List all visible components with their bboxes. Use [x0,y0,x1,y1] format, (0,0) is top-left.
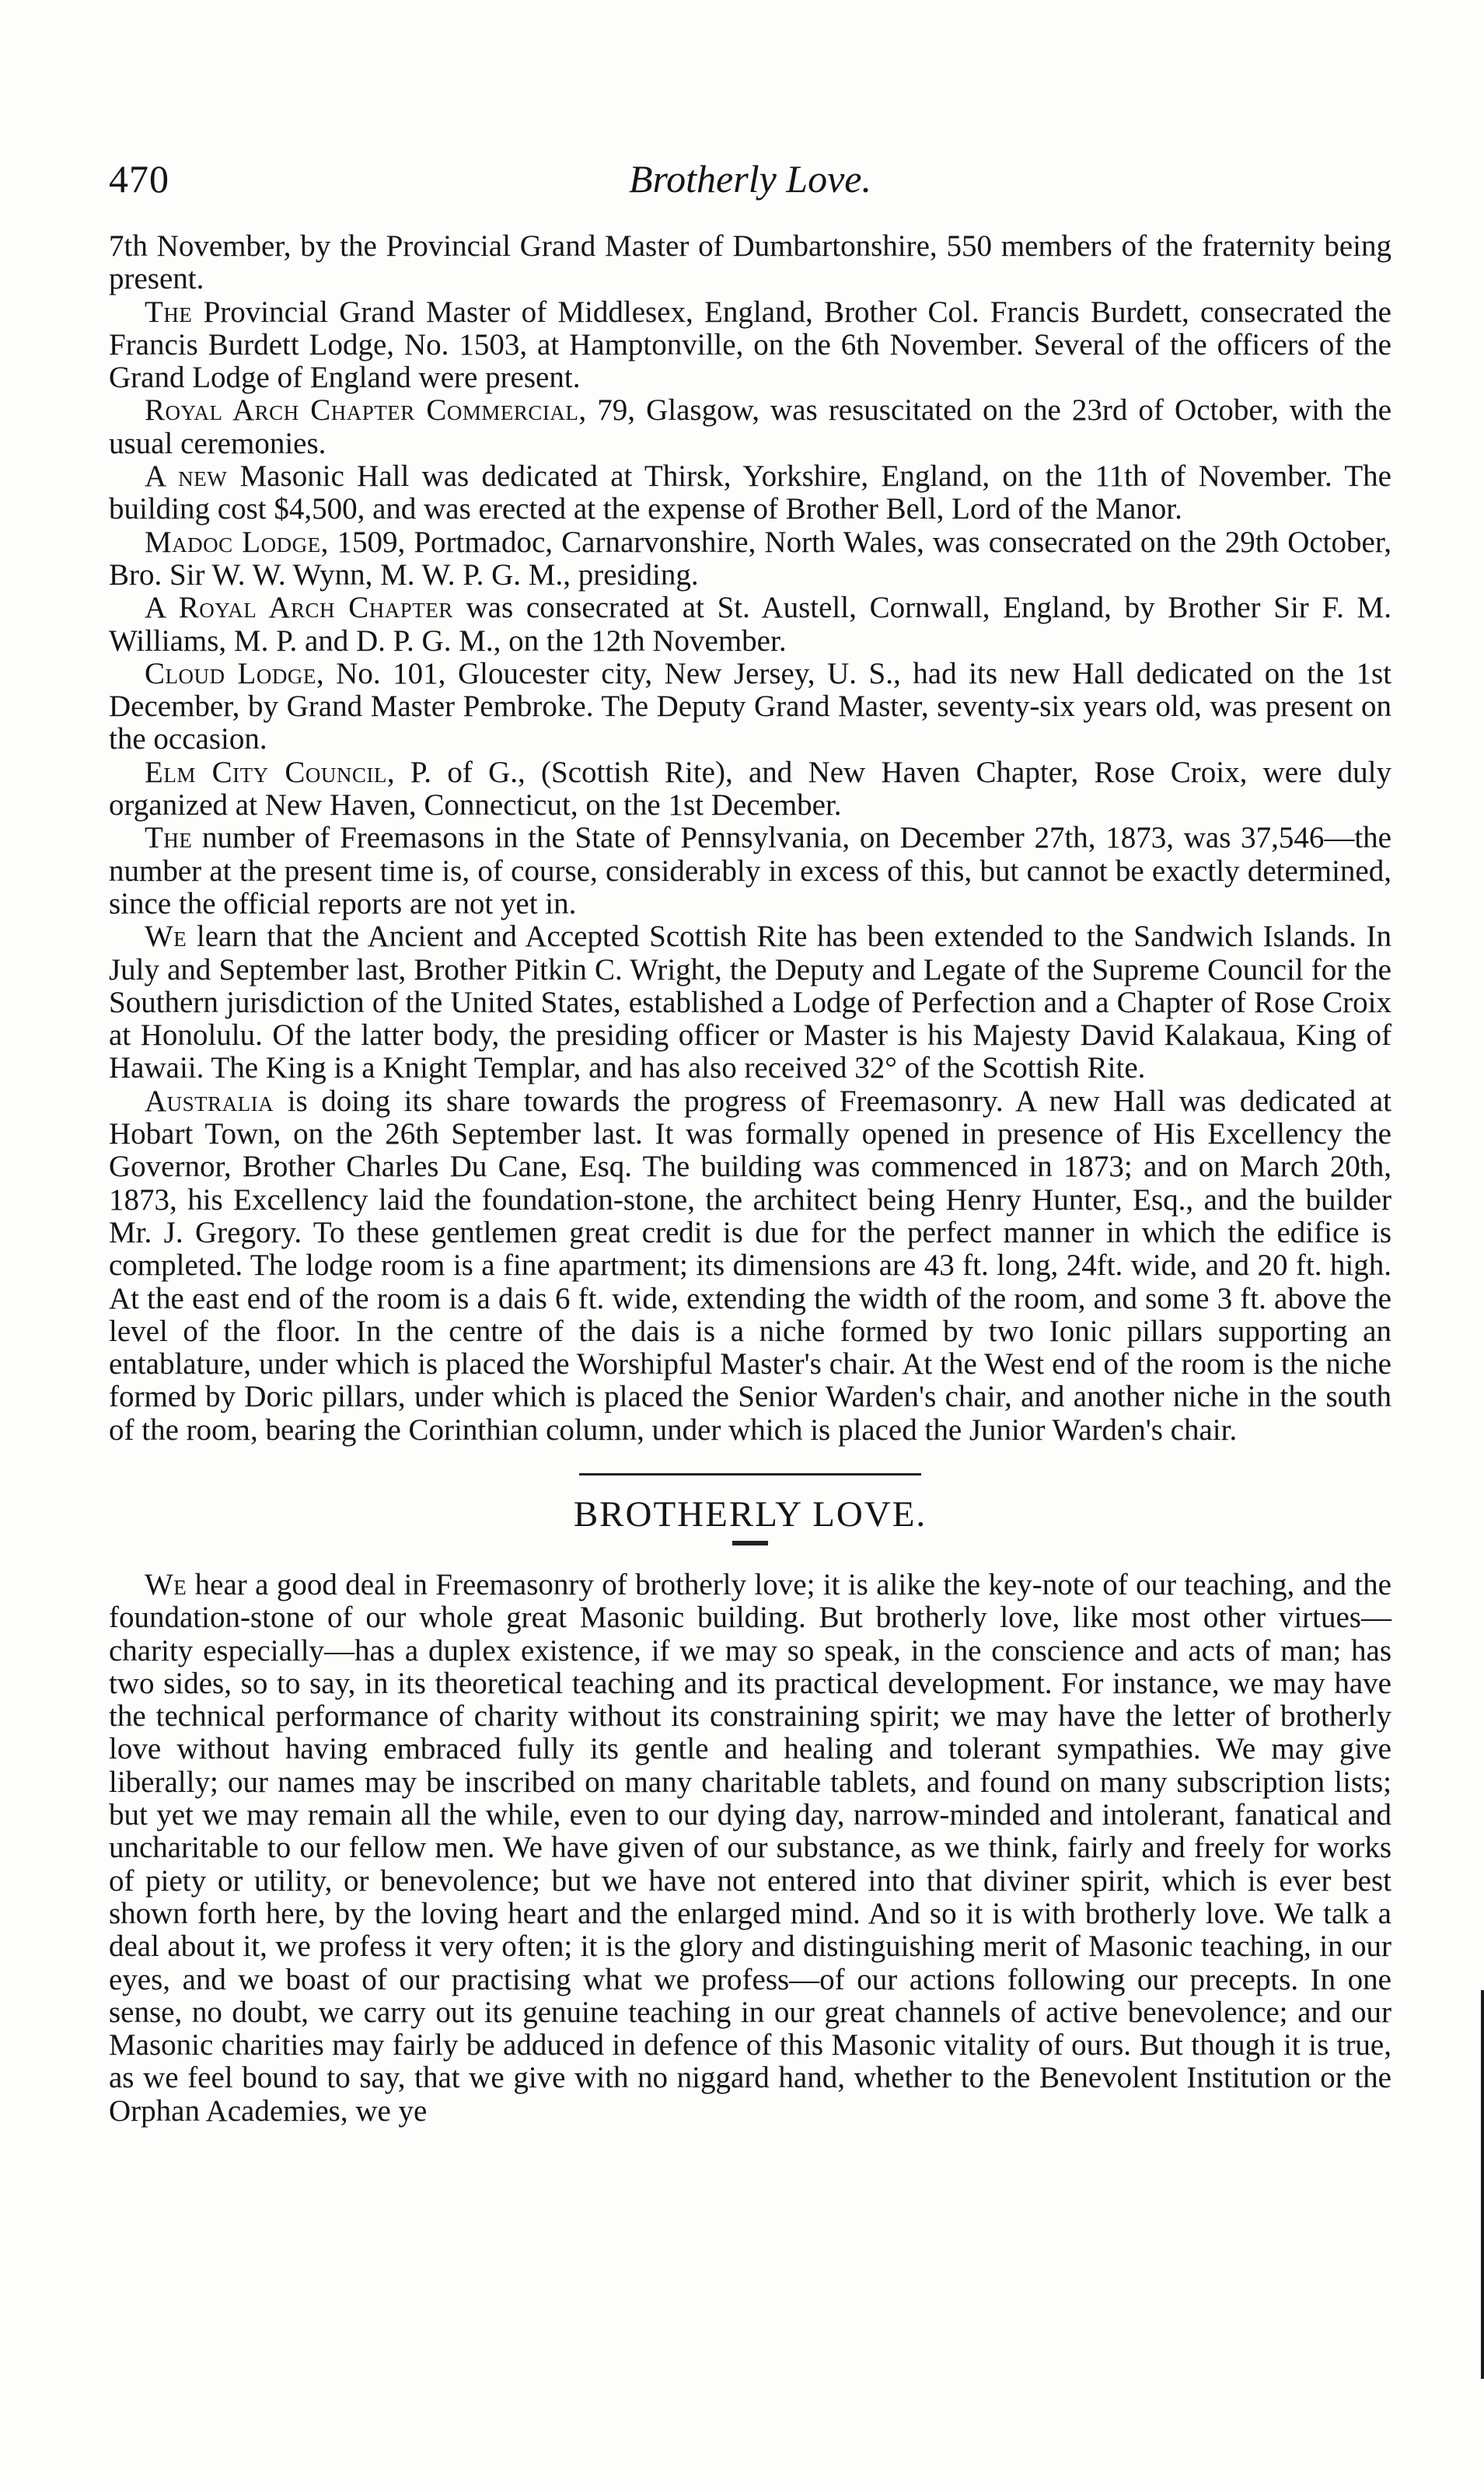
paragraph-lead: Royal Arch Chapter Commercial [145,393,579,428]
section-heading: BROTHERLY LOVE. [573,1493,927,1535]
paragraph-text: number of Freemasons in the State of Pennsylvania, on December 27th, 1873, was 37,546—the number at the present time is, of course, considerably in excess of this, but cannot be exactly determined, since the official reports are not yet in. [109,821,1391,920]
paragraph-text: 7th November, by the Provincial Grand Master of Dumbartonshire, 550 members of the fraternity being present. [109,229,1391,296]
essay-paragraph [109,1569,1391,2128]
paragraph-lead: We [145,920,187,954]
paragraph-text: Provincial Grand Master of Middlesex, England, Brother Col. Francis Burdett, consecrated the Francis Burdett Lodge, No. 1503, at Hamptonville, on the 6th November. Several of the officers of the Grand Lodge of England were present. [109,295,1391,395]
paragraph-lead: Cloud Lodge [145,656,316,690]
paragraph-text: , 1509, Portmadoc, Carnarvonshire, North Wales, was consecrated on the 29th October, Bro. Sir W. W. Wynn, M. W. P. G. M., presiding. [109,525,1392,592]
running-title: Brotherly Love. [629,157,871,201]
news-paragraph [109,822,1391,920]
page-header [109,155,1391,218]
section-divider [579,1473,921,1475]
news-paragraph [109,526,1391,592]
paragraph-text: is doing its share towards the progress of Freemasonry. A new Hall was dedicated at Hobart Town, on the 26th September last. It was formally opened in presence of His Excellency the Governor, Brother Charles Du Cane, Esq. The building was commenced in 1873; and on March 20th, 1873, his Excellency laid the foundation-stone, the architect being Henry Hunter, Esq., and the builder Mr. J. Gregory. To these gentlemen great credit is due for the perfect manner in which the edifice is completed. The lodge room is a fine apartment; its dimensions are 43 ft. long, 24ft. wide, and 20 ft. high. At the east end of the room is a dais 6 ft. wide, extending the width of the room, and some 3 ft. above the level of the floor. In the centre of the dais is a niche formed by two Ionic pillars supporting an entablature, under which is placed the Worshipful Master's chair. At the West end of the room is the niche formed by Doric pillars, under which is placed the Senior Warden's chair, and another niche in the south of the room, bearing the Corinthian column, under which is placed the Junior Warden's chair. [109,1084,1391,1447]
news-paragraph [109,230,1391,296]
paragraph-lead: The [145,295,193,329]
paragraph-text: hear a good deal in Freemasonry of brotherly love; it is alike the key-note of our teaching, and the foundation-stone of our whole great Masonic building. But brotherly love, like most other virtues—charity especially—has a duplex existence, if we may so speak, in the conscience and acts of man; has two sides, so to say, in its theoretical teaching and its practical development. For instance, we may have the technical performance of charity without its constraining spirit; we may have the letter of brotherly love without having embraced fully its gentle and healing and tolerant sympathies. We may give liberally; our names may be inscribed on many charitable tablets, and found on many subscription lists; but yet we may remain all the while, even to our dying day, narrow-minded and intolerant, fanatical and uncharitable to our fellow men. We have given of our substance, as we think, fairly and freely for works of piety or utility, or benevolence; but we have not entered into that diviner spirit, which is ever best shown forth here, by the loving heart and the enlarged mind. And so it is with brotherly love. We talk a deal about it, we profess it very often; it is the glory and distinguishing merit of Masonic teaching, in our eyes, and we boast of our practising what we profess—of our actions following our precepts. In one sense, no doubt, we carry out its genuine teaching in our great channels of active benevolence; and our Masonic charities may fairly be adduced in defence of this Masonic vitality of ours. But though it is true, as we feel bound to say, that we give with no niggard hand, whether to the Benevolent Institution or the Orphan Academies, we ye [109,1567,1391,2128]
text-column [109,230,1391,2128]
paragraph-text: learn that the Ancient and Accepted Scottish Rite has been extended to the Sandwich Islands. In July and September last, Brother Pitkin C. Wright, the Deputy and Legate of the Supreme Council for the Southern jurisdiction of the United States, established a Lodge of Perfection and a Chapter of Rose Croix at Honolulu. Of the latter body, the presiding officer or Master is his Majesty David Kalakaua, King of Hawaii. The King is a Knight Templar, and has also received 32° of the Scottish Rite. [109,920,1391,1085]
page-number: 470 [109,157,169,201]
paragraph-lead: The [145,821,193,855]
news-paragraph [109,296,1391,395]
paragraph-text: , 79, Glasgow, was resuscitated on the 23rd of October, with the usual ceremonies. [109,393,1392,460]
news-paragraph [109,756,1391,822]
paragraph-text: Masonic Hall was dedicated at Thirsk, Yorkshire, England, on the 11th of November. The building cost $4,500, and was erected at the expense of Brother Bell, Lord of the Manor. [109,459,1391,526]
news-paragraph [109,460,1391,526]
paragraph-text: was consecrated at St. Austell, Cornwall, England, by Brother Sir F. M. Williams, M. P. and D. P. G. M., on the 12th November. [109,591,1391,658]
paragraph-text: , P. of G., (Scottish Rite), and New Haven Chapter, Rose Croix, were duly organized at New Haven, Connecticut, on the 1st December. [109,755,1391,822]
news-paragraph [109,658,1391,756]
heading-dash [732,1541,768,1545]
paragraph-lead: Elm City Council [145,755,387,789]
paragraph-lead: Madoc Lodge [145,525,321,559]
page-edge-mark [1481,1990,1484,2379]
news-paragraph [109,592,1391,658]
news-paragraph [109,1085,1391,1447]
paragraph-lead: A new [145,459,228,494]
news-paragraph [109,394,1391,460]
paragraph-text: , No. 101, Gloucester city, New Jersey, U. S., had its new Hall dedicated on the 1st December, by Grand Master Pembroke. The Deputy Grand Master, seventy-six years old, was present on the occasion. [109,656,1391,756]
paragraph-lead: Australia [145,1084,274,1118]
paragraph-lead: A Royal Arch Chapter [145,591,453,625]
paragraph-lead: We [145,1567,187,1601]
news-paragraph [109,920,1391,1084]
